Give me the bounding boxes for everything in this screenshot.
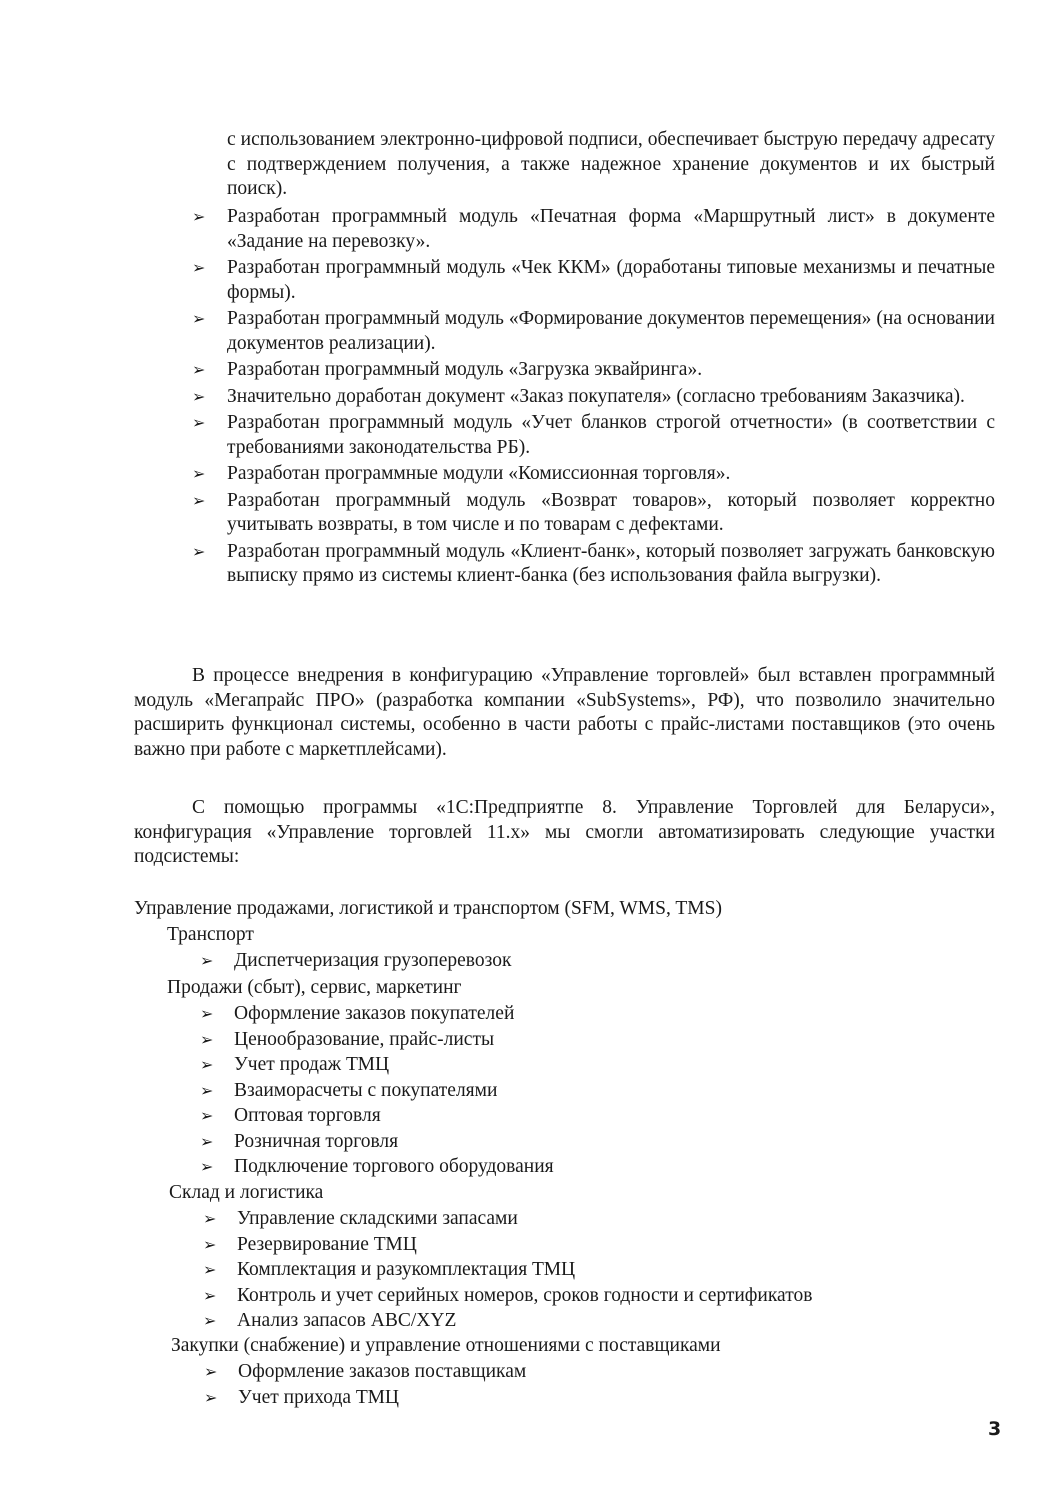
arrow-bullet-icon: ➢	[203, 1260, 217, 1279]
arrow-bullet-icon: ➢	[192, 490, 206, 510]
list-item: ➢ Подключение торгового оборудования	[200, 1154, 554, 1180]
subsection-list-procurement	[204, 1359, 526, 1410]
arrow-bullet-icon: ➢	[200, 1080, 214, 1100]
subsection-title-warehouse: Склад и логистика	[169, 1182, 324, 1203]
list-item: ➢ Ценообразование, прайс-листы	[200, 1027, 554, 1053]
list-item: ➢ Разработан программный модуль «Клиент-банк», который позволяет загружать банковскую выписку прямо из системы клиент-банка (без использования файла выгрузки).	[192, 540, 995, 586]
subsection-title-transport: Транспорт	[167, 924, 254, 945]
continuation-text: с использованием электронно-цифровой подписи, обеспечивает быструю передачу адресату с подтверждением получения, а также надежное хранение документов и их быстрый поиск).	[227, 129, 995, 199]
development-bullet-list	[192, 205, 995, 591]
arrow-bullet-icon: ➢	[192, 258, 206, 277]
list-item: ➢ Взаиморасчеты с покупателями	[200, 1078, 554, 1104]
subsection-list-transport	[200, 948, 511, 974]
arrow-bullet-icon: ➢	[203, 1209, 217, 1228]
arrow-bullet-icon: ➢	[204, 1387, 218, 1407]
list-item: ➢ Разработан программный модуль «Загрузка эквайринга».	[192, 358, 995, 383]
subsection-list-sales	[200, 1001, 554, 1180]
arrow-bullet-icon: ➢	[200, 1131, 214, 1151]
list-item: ➢ Диспетчеризация грузоперевозок	[200, 948, 511, 974]
list-item: ➢ Разработан программный модуль «Печатная форма «Маршрутный лист» в документе «Задание на перевозку».	[192, 206, 995, 252]
list-item: ➢ Учет прихода ТМЦ	[204, 1385, 526, 1411]
list-item: ➢ Разработан программный модуль «Возврат товаров», который позволяет корректно учитывать возвраты, в том числе и по товарам с дефектами.	[192, 489, 995, 535]
arrow-bullet-icon: ➢	[203, 1285, 217, 1305]
arrow-bullet-icon: ➢	[203, 1311, 217, 1330]
list-item: ➢ Резервирование ТМЦ	[203, 1232, 812, 1258]
list-item: ➢ Анализ запасов ABC/XYZ	[203, 1308, 812, 1334]
list-item: ➢ Комплектация и разукомплектация ТМЦ	[203, 1257, 812, 1283]
list-item: ➢ Разработан программный модуль «Формирование документов перемещения» (на основании документов реализации).	[192, 308, 995, 354]
list-item: ➢ Управление складскими запасами	[203, 1206, 812, 1232]
list-item: ➢ Разработан программный модуль «Учет бланков строгой отчетности» (в соответствии с требованиями законодательства РБ).	[192, 412, 995, 458]
list-item: ➢ Оптовая торговля	[200, 1103, 554, 1129]
list-item: ➢ Разработан программные модули «Комиссионная торговля».	[192, 462, 995, 487]
list-item: ➢ Учет продаж ТМЦ	[200, 1052, 554, 1078]
arrow-bullet-icon: ➢	[192, 309, 206, 328]
subsection-list-warehouse	[203, 1206, 812, 1334]
system-title: Управление продажами, логистикой и транспортом (SFM, WMS, TMS)	[134, 898, 722, 919]
arrow-bullet-icon: ➢	[192, 464, 206, 483]
arrow-bullet-icon: ➢	[192, 541, 206, 561]
megaprice-paragraph: В процессе внедрения в конфигурацию «Управление торговлей» был вставлен программный модуль «Мегапрайс ПРО» (разработка компании «SubSystems», РФ), что позволило значительно расширить функционал системы, особенно в части работы с прайс-листами поставщиков (это очень важно при работе с маркетплейсами).	[134, 665, 995, 760]
arrow-bullet-icon: ➢	[200, 1157, 214, 1176]
subsection-title-sales: Продажи (сбыт), сервис, маркетинг	[167, 977, 462, 998]
arrow-bullet-icon: ➢	[203, 1234, 217, 1254]
arrow-bullet-icon: ➢	[200, 1106, 214, 1125]
list-item: ➢ Контроль и учет серийных номеров, сроков годности и сертификатов	[203, 1283, 812, 1309]
list-item: ➢ Розничная торговля	[200, 1129, 554, 1155]
arrow-bullet-icon: ➢	[204, 1362, 218, 1381]
arrow-bullet-icon: ➢	[192, 386, 206, 406]
arrow-bullet-icon: ➢	[200, 951, 214, 970]
page-number: 3	[988, 1418, 1002, 1440]
arrow-bullet-icon: ➢	[200, 1004, 214, 1023]
arrow-bullet-icon: ➢	[192, 207, 206, 226]
subsection-title-procurement: Закупки (снабжение) и управление отношениями с поставщиками	[171, 1335, 721, 1356]
arrow-bullet-icon: ➢	[200, 1055, 214, 1074]
list-item: ➢ Значительно доработан документ «Заказ покупателя» (согласно требованиям Заказчика).	[192, 385, 995, 410]
arrow-bullet-icon: ➢	[192, 360, 206, 379]
arrow-bullet-icon: ➢	[200, 1029, 214, 1049]
list-item: ➢ Оформление заказов поставщикам	[204, 1359, 526, 1385]
list-item: ➢ Разработан программный модуль «Чек ККМ» (доработаны типовые механизмы и печатные формы).	[192, 257, 995, 303]
arrow-bullet-icon: ➢	[192, 413, 206, 432]
list-item: ➢ Оформление заказов покупателей	[200, 1001, 554, 1027]
automation-paragraph: С помощью программы «1С:Предприятпе 8. Управление Торговлей для Беларуси», конфигурация «Управление торговлей 11.x» мы смогли автоматизировать следующие участки подсистемы:	[134, 797, 995, 867]
